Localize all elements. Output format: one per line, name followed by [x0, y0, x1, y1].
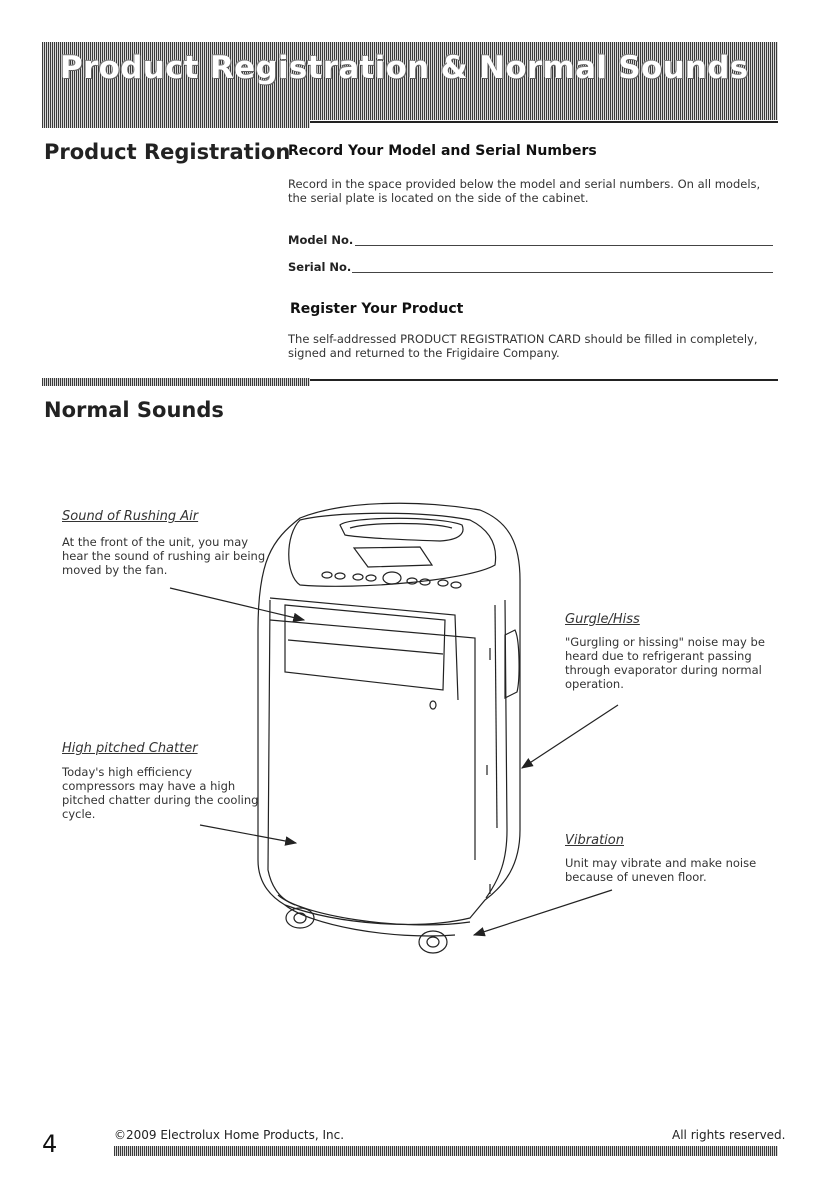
- high-pitched-chatter-title: High pitched Chatter: [62, 741, 198, 756]
- model-number-label: Model No.: [288, 233, 354, 247]
- register-product-text: The self-addressed PRODUCT REGISTRATION CARD should be filled in completely, signed and returned to the Frigidaire Company.: [288, 332, 758, 360]
- record-numbers-title: Record Your Model and Serial Numbers: [288, 143, 597, 159]
- gurgle-hiss-title: Gurgle/Hiss: [565, 612, 640, 627]
- footer-rule: [114, 1146, 778, 1156]
- page-number: 4: [42, 1130, 58, 1158]
- rushing-air-title: Sound of Rushing Air: [62, 509, 199, 524]
- vibration-text: Unit may vibrate and make noise because of uneven floor.: [565, 856, 757, 884]
- rushing-air-text: At the front of the unit, you may hear the sound of rushing air being moved by the fan.: [62, 535, 266, 577]
- record-numbers-text: Record in the space provided below the model and serial numbers. On all models, the serial plate is located on the side of the cabinet.: [288, 177, 761, 205]
- gurgle-hiss-text: "Gurgling or hissing" noise may be heard due to refrigerant passing through evaporator during normal operation.: [565, 635, 765, 691]
- page-title: Product Registration & Normal Sounds: [60, 50, 749, 86]
- serial-number-label: Serial No.: [288, 260, 352, 274]
- normal-sounds-heading: Normal Sounds: [44, 398, 224, 422]
- high-pitched-chatter-text: Today's high efficiency compressors may have a high pitched chatter during the cooling cycle.: [62, 765, 259, 821]
- copyright-text: ©2009 Electrolux Home Products, Inc.: [114, 1128, 345, 1142]
- register-product-title: Register Your Product: [290, 301, 464, 317]
- rights-text: All rights reserved.: [672, 1128, 786, 1142]
- product-registration-heading: Product Registration: [44, 140, 291, 164]
- vibration-title: Vibration: [565, 833, 624, 848]
